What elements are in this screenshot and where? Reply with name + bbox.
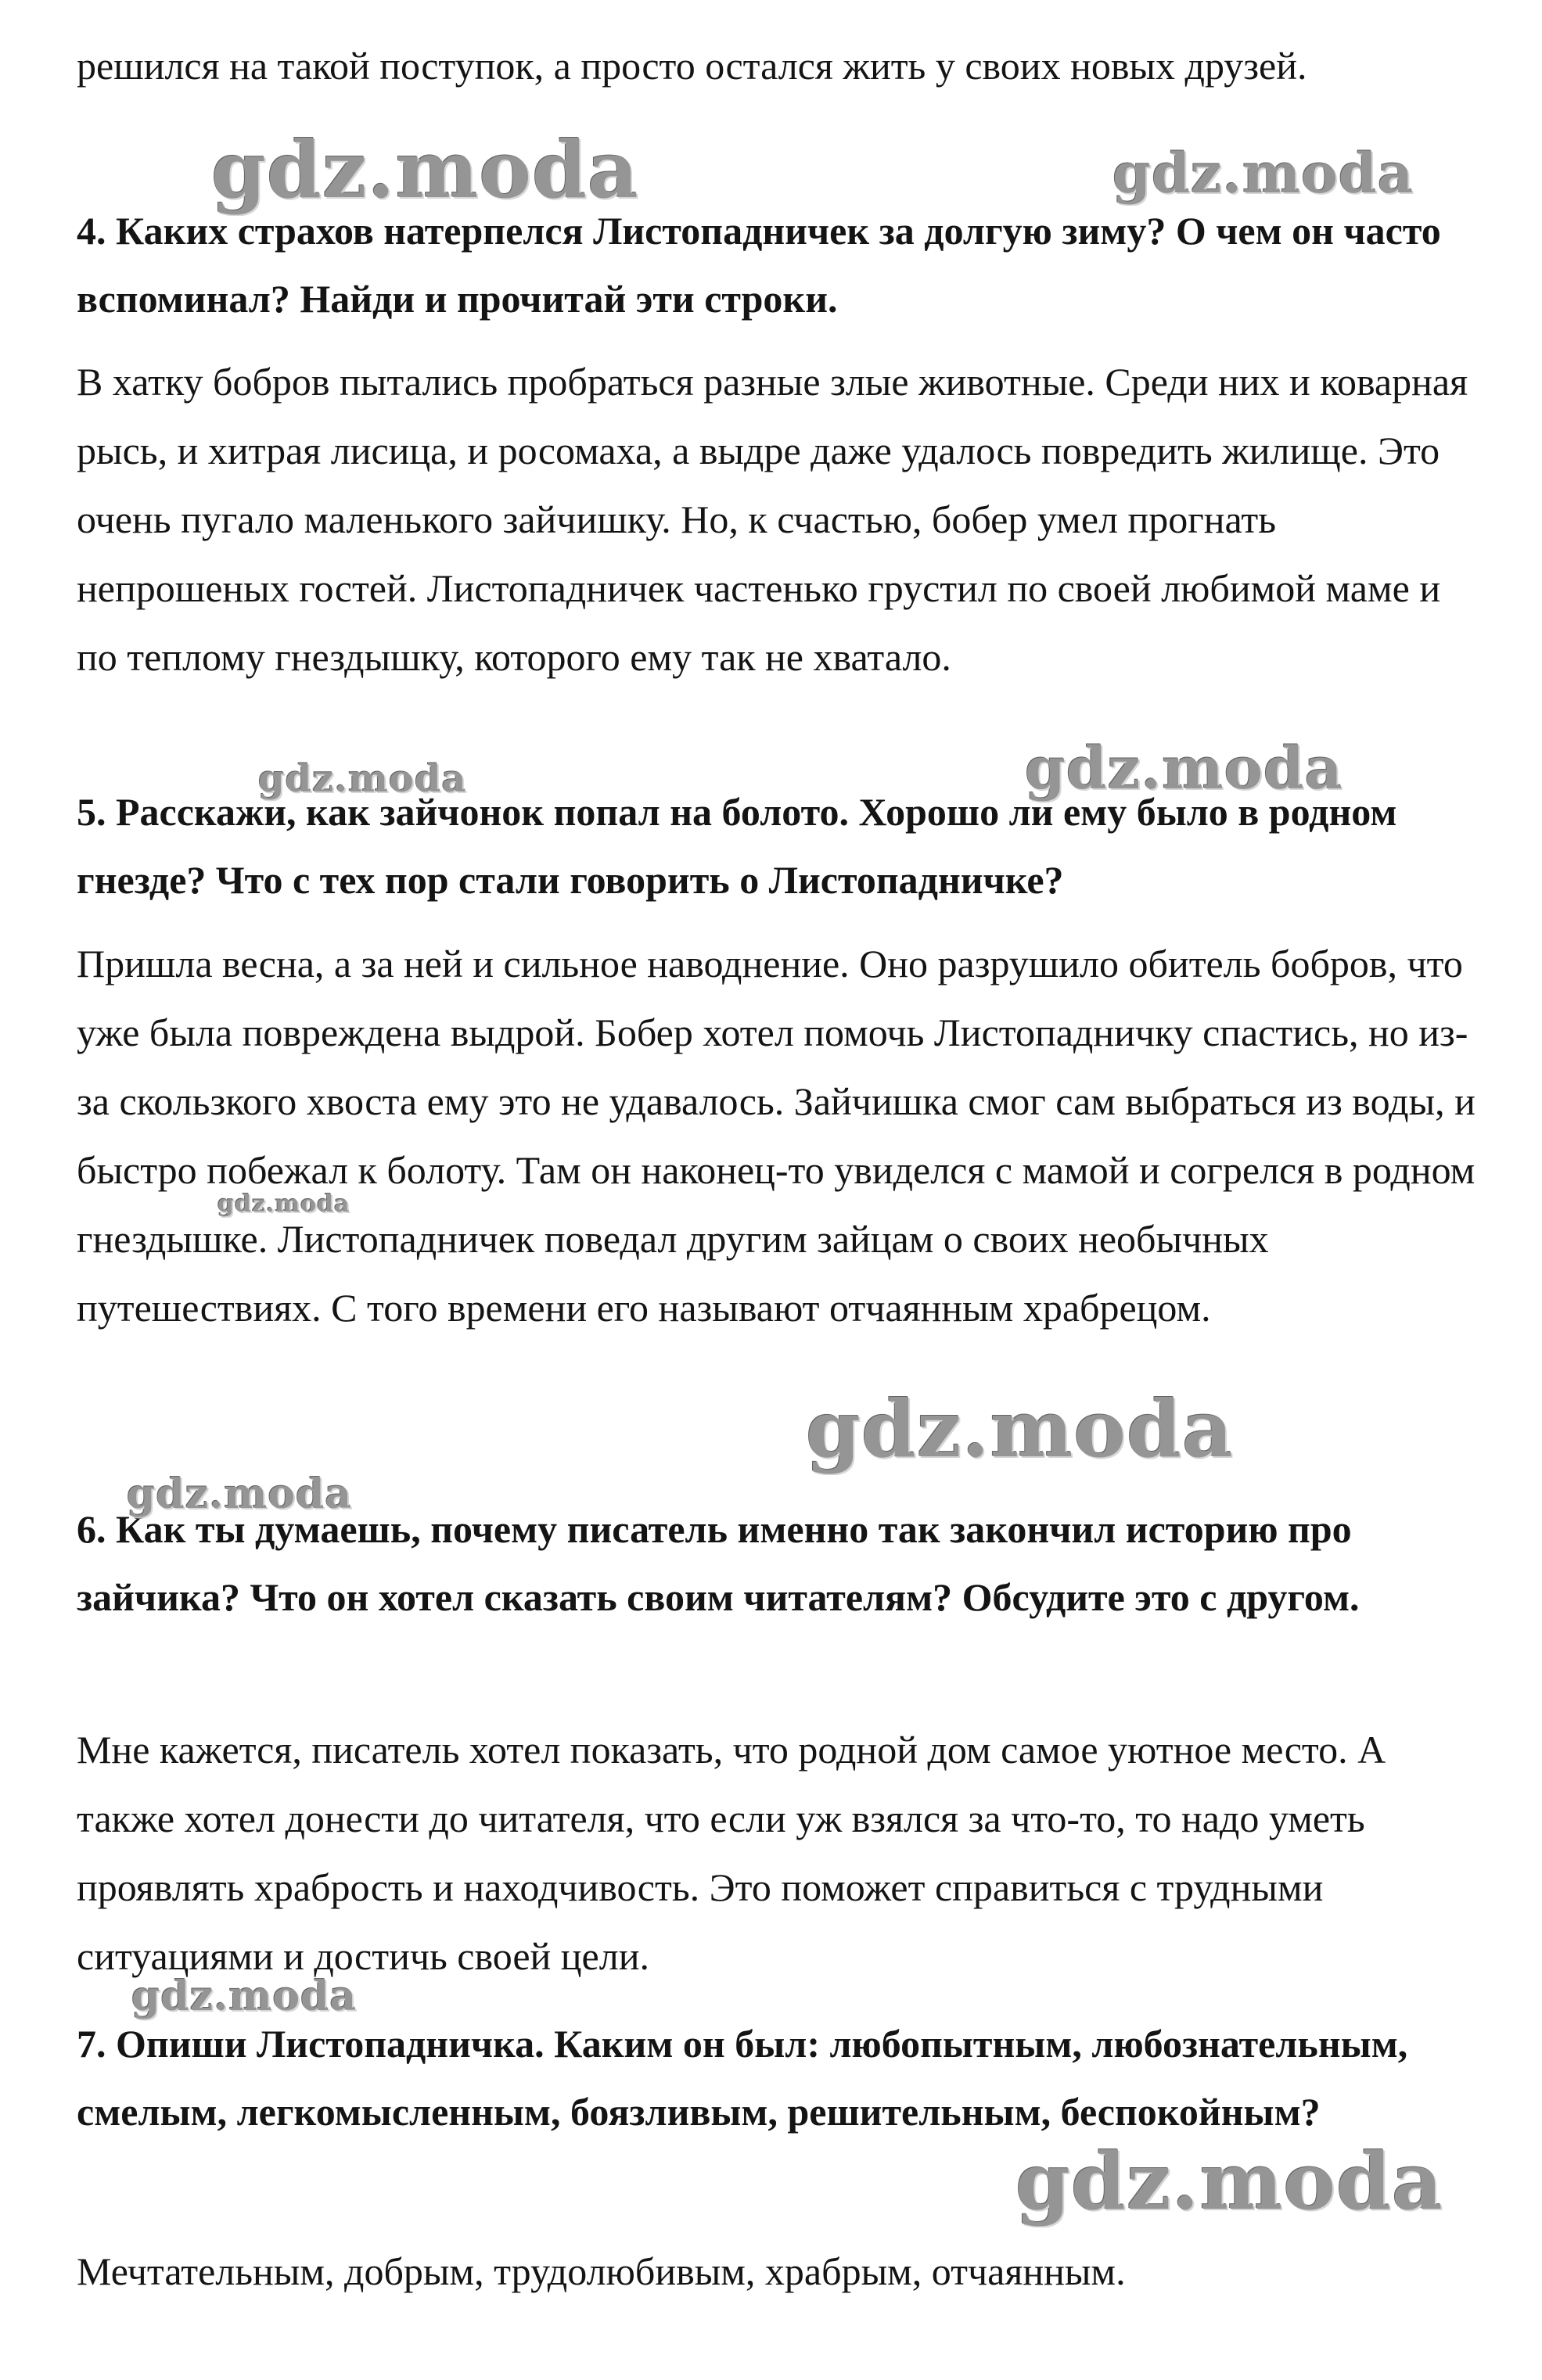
- watermark-8: gdz.moda: [131, 1973, 358, 2020]
- watermark-2: gdz.moda: [1112, 141, 1414, 206]
- answer-4-text: В хатку бобров пытались пробраться разные злые животные. Среди них и коварная рысь, и хитрая лисица, и росомаха, а выдре даже удалось повредить жилище. Это очень пугало маленького зайчишку. Но, к счастью, бобер умел прогнать непрошеных гостей. Листопадничек частенько грустил по своей любимой маме и по теплому гнездышку, которого ему так не хватало.: [77, 360, 1468, 679]
- watermark-3: gdz.moda: [258, 757, 467, 801]
- question-5-text: 5. Расскажи, как зайчонок попал на болото. Хорошо ли ему было в родном гнезде? Что с тех пор стали говорить о Листопадничке?: [77, 790, 1397, 902]
- answer-7-text: Мечтательным, добрым, трудолюбивым, храбрым, отчаянным.: [77, 2249, 1126, 2293]
- answer-6-text: Мне кажется, писатель хотел показать, что родной дом самое уютное место. А также хотел донести до читателя, что если уж взялся за что-то, то надо уметь проявлять храбрость и находчивость. Это поможет справиться с трудными ситуациями и достичь своей цели.: [77, 1728, 1386, 1978]
- answer-5-text: Пришла весна, а за ней и сильное наводнение. Оно разрушило обитель бобров, что уже была повреждена выдрой. Бобер хотел помочь Листопадничку спастись, но из-за скользкого хвоста ему это не удавалось. Зайчишка смог сам выбраться из воды, и быстро побежал к болоту. Там он наконец-то увиделся с мамой и согрелся в родном гнездышке. Листопадничек поведал другим зайцам о своих необычных путешествиях. С того времени его называют отчаянным храбрецом.: [77, 942, 1476, 1330]
- question-6-text: 6. Как ты думаешь, почему писатель именно так закончил историю про зайчика? Что он хотел сказать своим читателям? Обсудите это с другом.: [77, 1507, 1360, 1619]
- watermark-1: gdz.moda: [211, 124, 639, 216]
- watermark-5: gdz.moda: [217, 1190, 350, 1218]
- question-4-text: 4. Каких страхов натерпелся Листопадничек за долгую зиму? О чем он часто вспоминал? Найди и прочитай эти строки.: [77, 209, 1441, 321]
- watermark-9: gdz.moda: [1015, 2135, 1443, 2227]
- watermark-7: gdz.moda: [127, 1470, 353, 1518]
- watermark-4: gdz.moda: [1025, 735, 1343, 802]
- question-7-text: 7. Опиши Листопадничка. Каким он был: любопытным, любознательным, смелым, легкомысленным, боязливым, решительным, беспокойным?: [77, 2022, 1408, 2134]
- intro-answer-text: решился на такой поступок, а просто остался жить у своих новых друзей.: [77, 44, 1307, 88]
- watermark-6: gdz.moda: [806, 1383, 1234, 1475]
